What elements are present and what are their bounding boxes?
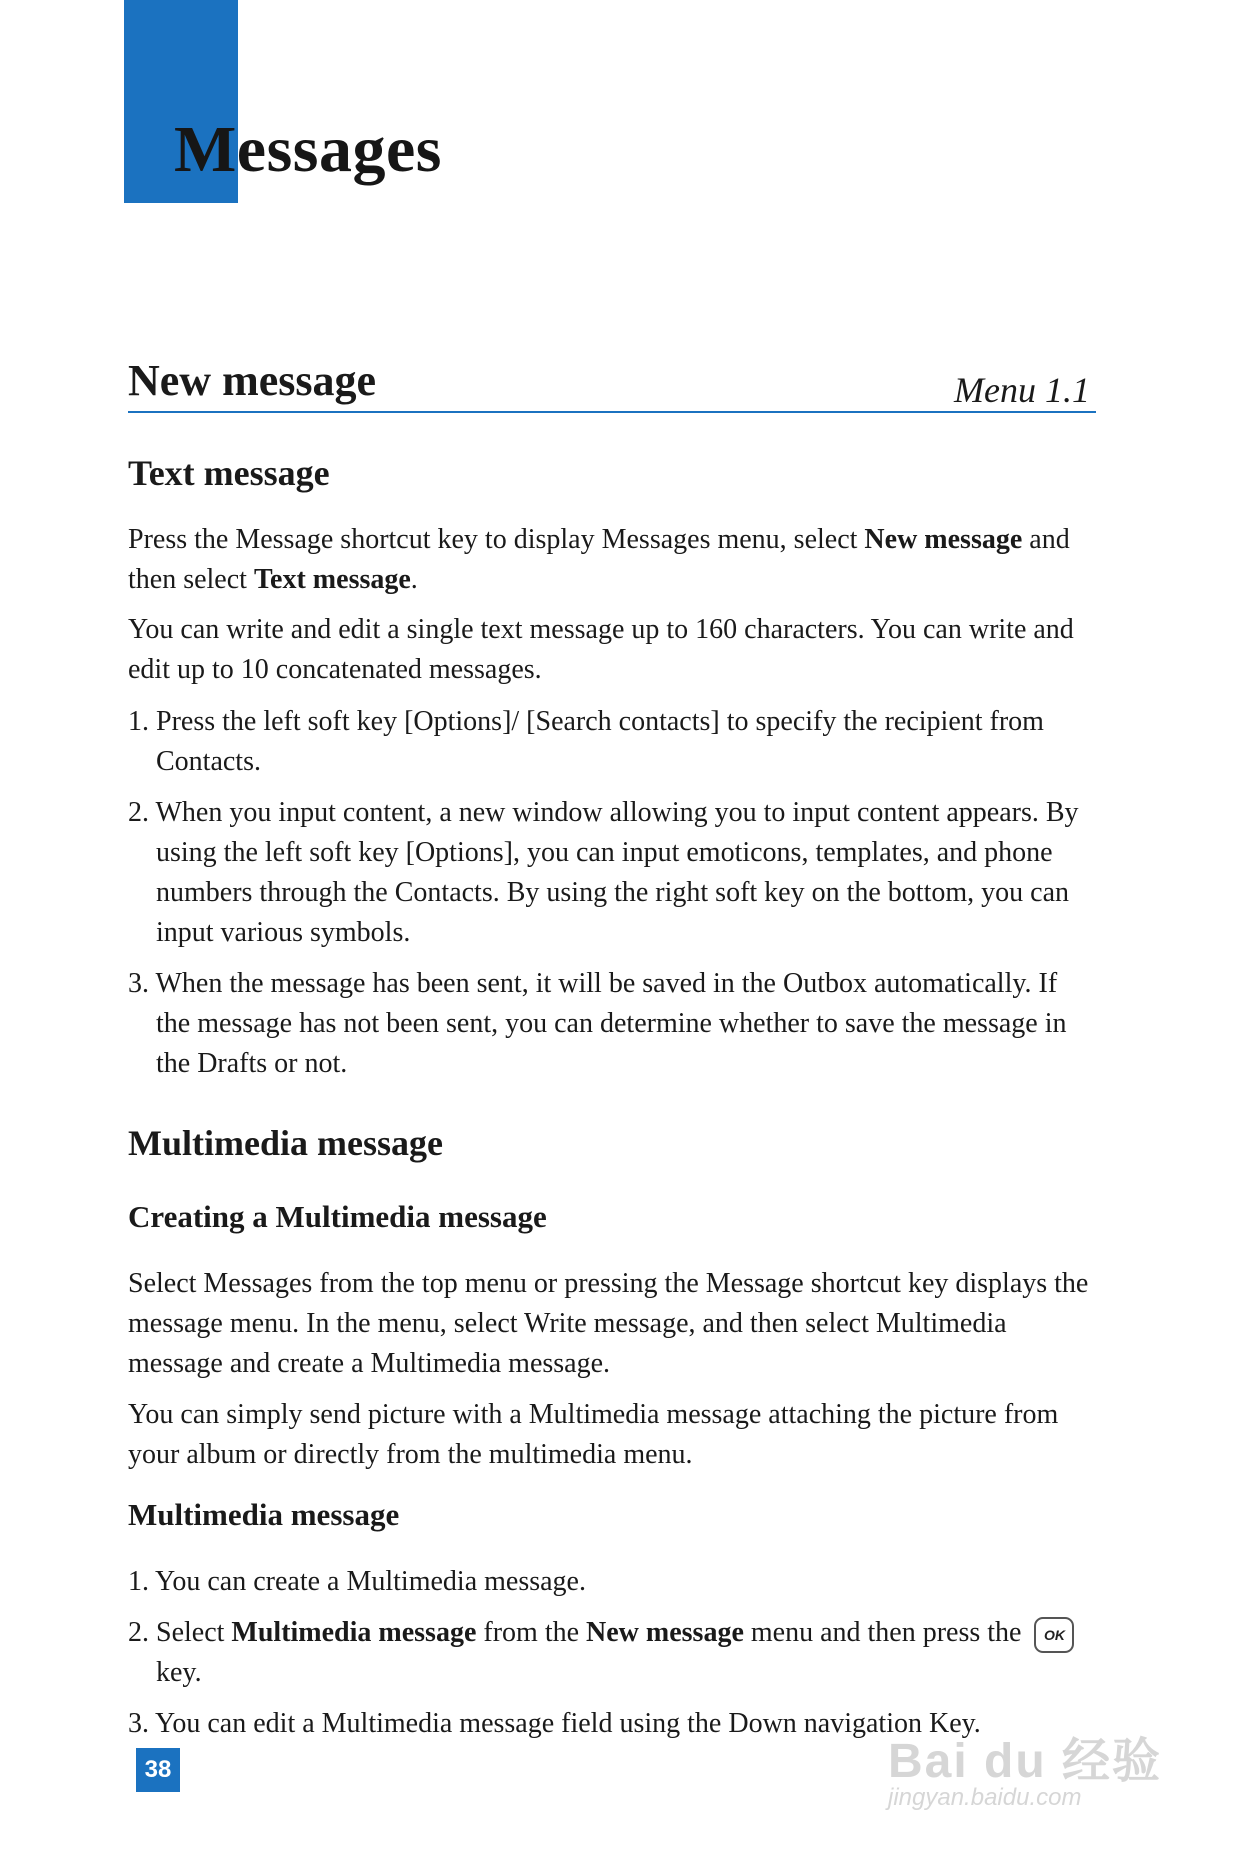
list-item: 3. When the message has been sent, it will be saved in the Outbox automatically. If the message has not been sent, you can determine whether to save the message in the Drafts or not.	[128, 968, 1067, 1079]
list-item: 1. You can create a Multimedia message.	[128, 1566, 586, 1597]
bold-term: Text message	[253, 564, 411, 595]
page-number: 38	[136, 1748, 180, 1792]
list-item: 2. When you input content, a new window allowing you to input content appears. By using the left soft key [Options], you can input emoticons, templates, and phone numbers through the Contacts. By using the right soft key on the bottom, you can input various symbols.	[128, 797, 1079, 948]
bold-term: New message	[586, 1617, 744, 1648]
list-item	[128, 1613, 1098, 1693]
text-fragment: from the	[476, 1617, 587, 1648]
text-message-paragraph-1	[128, 520, 1098, 600]
text-fragment: .	[410, 564, 418, 595]
baidu-watermark	[880, 1690, 1180, 1820]
menu-reference: Menu 1.1	[954, 370, 1090, 410]
watermark-url: jingyan.baidu.com	[888, 1784, 1082, 1811]
text-fragment: menu and then press the	[743, 1617, 1029, 1648]
text-fragment: 2. Select	[128, 1617, 232, 1648]
text-message-heading: Text message	[128, 453, 330, 493]
bold-term: New message	[864, 524, 1023, 555]
multimedia-sub-heading: Multimedia message	[128, 1497, 400, 1532]
chapter-title: Messages	[174, 113, 442, 186]
creating-multimedia-heading: Creating a Multimedia message	[128, 1199, 547, 1234]
text-fragment: Press the Message shortcut key to display Messages menu, select	[128, 524, 865, 555]
watermark-brand: Bai du 经验	[888, 1735, 1163, 1788]
list-item: 3. You can edit a Multimedia message field using the Down navigation Key.	[128, 1708, 981, 1739]
bold-term: Multimedia message	[231, 1617, 477, 1648]
multimedia-paragraph-2: You can simply send picture with a Multimedia message attaching the picture from your album or directly from the multimedia menu.	[128, 1399, 1059, 1470]
list-item: 1. Press the left soft key [Options]/ [Search contacts] to specify the recipient from Contacts.	[128, 706, 1044, 777]
section-title: New message	[128, 356, 377, 405]
multimedia-heading: Multimedia message	[128, 1123, 443, 1163]
section-header	[128, 355, 1096, 413]
ok-key-icon: OK	[1034, 1617, 1074, 1653]
text-fragment: key.	[156, 1657, 202, 1688]
text-message-paragraph-2: You can write and edit a single text message up to 160 characters. You can write and edit up to 10 concatenated messages.	[128, 614, 1074, 685]
text-fragment: and then select	[128, 524, 1070, 595]
multimedia-paragraph-1: Select Messages from the top menu or pressing the Message shortcut key displays the message menu. In the menu, select Write message, and then select Multimedia message and create a Multimedia message.	[128, 1268, 1089, 1379]
